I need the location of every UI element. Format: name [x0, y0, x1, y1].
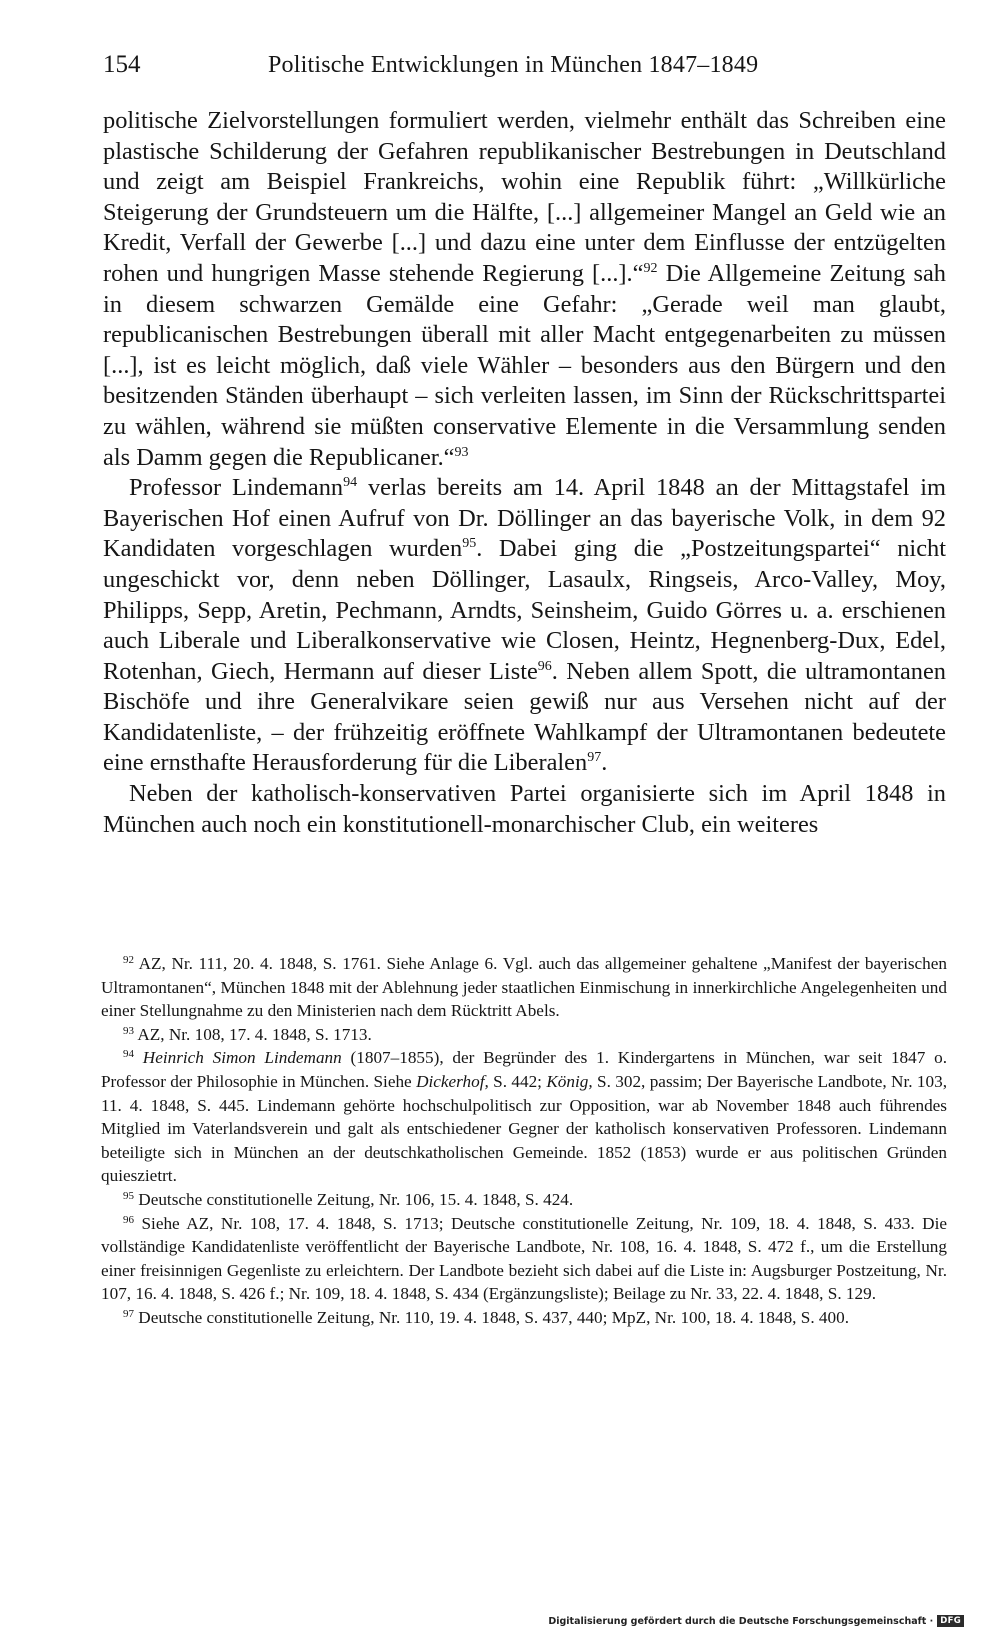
footnote-text: Deutsche constitutionelle Zeitung, Nr. 110, 19. 4. 1848, S. 437, 440; MpZ, Nr. 100, 18. 4. 1848, S. 400.: [134, 1307, 849, 1327]
paragraph-3: Neben der katholisch-konservativen Partei organisierte sich im April 1848 in München auch noch ein konstitutionell-monarchischer Club, ein weiteres: [103, 780, 946, 838]
footnote-citation-author: König,: [546, 1071, 593, 1091]
footnote-number: 94: [123, 1048, 134, 1061]
digitization-credit: [548, 1614, 964, 1628]
footnote-text: (1807–1855), der Begründer des 1. Kindergartens in München, war seit 1847 o. Professor der Philosophie in München. Siehe: [101, 1048, 947, 1091]
footnote-94: [101, 1046, 947, 1188]
paragraph-2-text-a: Professor Lindemann: [129, 474, 344, 502]
dfg-logo: DFG: [937, 1615, 964, 1627]
footnote-ref-92[interactable]: 92: [643, 260, 658, 276]
footnote-93: [101, 1023, 947, 1047]
paragraph-1-text-a: politische Zielvorstellungen formuliert werden, vielmehr enthält das Schreiben eine plastische Schilderung der Gefahren republikanischer Bestrebungen in Deutschland und zeigt am Beispiel Frankreichs, wohin eine Republik führt: „Willkürliche Steigerung der Grundsteuern um die Hälfte, [...] allgemeiner Mangel an Geld wie an Kredit, Verfall der Gewerbe [...] und dazu eine unter dem Einflusse der entzügelten rohen und hungrigen Masse stehende Regierung [...].“: [103, 107, 946, 287]
footnote-citation-author: Dickerhof,: [416, 1071, 489, 1091]
credit-text: Digitalisierung gefördert durch die Deutsche Forschungsgemeinschaft ·: [548, 1615, 934, 1627]
footnote-text: S. 442;: [488, 1071, 547, 1091]
footnote-number: 93: [123, 1024, 134, 1037]
paragraph-2-text-c: . Dabei ging die „Postzeitungspartei“ nicht ungeschickt vor, denn neben Döllinger, Lasaulx, Ringseis, Arco-Valley, Moy, Philipps, Sepp, Aretin, Pechmann, Arndts, Seinsheim, Guido Görres u. a. erschienen auch Liberale und Liberalkonservative wie Closen, Heintz, Hegnenberg-Dux, Edel, Rotenhan, Giech, Hermann auf dieser Liste: [103, 535, 946, 685]
paragraph-2-text-d: . Neben allem Spott, die ultramontanen Bischöfe und ihre Generalvikare seien gewiß nur aus Versehen nicht auf der Kandidatenliste, – der frühzeitig eröffnete Wahlkampf der Ultramontanen bedeutete eine ernsthafte Herausforderung für die Liberalen: [103, 657, 946, 777]
paragraph-2: [103, 473, 946, 779]
footnote-text: AZ, Nr. 111, 20. 4. 1848, S. 1761. Siehe Anlage 6. Vgl. auch das allgemeiner gehaltene „Manifest der bayerischen Ultramontanen“, München 1848 mit der Ablehnung jeder staatlichen Einmischung in innerkirchliche Angelegenheiten und einer Stellungnahme zu den Ministerien nach dem Rücktritt Abels.: [101, 954, 947, 1021]
footnote-96: [101, 1212, 947, 1306]
paragraph-2-text-e: .: [601, 749, 608, 777]
footnote-number: 96: [123, 1213, 134, 1226]
footnote-number: 97: [123, 1307, 134, 1320]
main-text: [103, 106, 946, 840]
footnote-95: [101, 1188, 947, 1212]
footnote-97: [101, 1306, 947, 1330]
running-title: Politische Entwicklungen in München 1847–1849: [268, 52, 759, 78]
paragraph-2-text-b: verlas bereits am 14. April 1848 an der Mittagstafel im Bayerischen Hof einen Aufruf von Dr. Döllinger an das bayerische Volk, in dem 92 Kandidaten vorgeschlagen wurden: [103, 474, 947, 563]
footnote-text: Siehe AZ, Nr. 108, 17. 4. 1848, S. 1713; Deutsche constitutionelle Zeitung, Nr. 109, 18. 4. 1848, S. 433. Die vollständige Kandidatenliste veröffentlicht der Bayerische Landbote, Nr. 108, 16. 4. 1848, S. 472 f., um die Erstellung einer freisinnigen Gegenliste zu erleichtern. Der Landbote bezieht sich dabei auf die Liste in: Augsburger Postzeitung, Nr. 107, 16. 4. 1848, S. 426 f.; Nr. 109, 18. 4. 1848, S. 434 (Ergänzungsliste); Beilage zu Nr. 33, 22. 4. 1848, S. 129.: [101, 1213, 947, 1304]
footnote-ref-93[interactable]: 93: [454, 444, 469, 460]
footnote-ref-96[interactable]: 96: [537, 658, 552, 674]
paragraph-1: [103, 106, 946, 473]
footnote-number: 92: [123, 954, 134, 966]
footnote-ref-94[interactable]: 94: [343, 475, 358, 491]
footnote-ref-97[interactable]: 97: [587, 750, 602, 766]
page-number: 154: [103, 51, 141, 78]
footnote-text: S. 302, passim; Der Bayerische Landbote, Nr. 103, 11. 4. 1848, S. 445. Lindemann gehörte hochschulpolitisch zur Opposition, war ab November 1848 auch führendes Mitglied im Vaterlandsverein und galt als entschiedener Gegner der katholisch konservativen Professoren. Lindemann beteiligte sich in München an der deutschkatholischen Gemeinde. 1852 (1853) wurde er aus politischen Gründen quieszietrt.: [101, 1071, 947, 1186]
footnotes: [101, 952, 947, 1330]
footnote-text: Deutsche constitutionelle Zeitung, Nr. 106, 15. 4. 1848, S. 424.: [134, 1189, 574, 1209]
paragraph-1-text-b: Die Allgemeine Zeitung sah in diesem schwarzen Gemälde eine Gefahr: „Gerade weil man glaubt, republicanischen Bestrebungen überall mit aller Macht entgegenarbeiten zu müssen [...], ist es leicht möglich, daß viele Wähler – besonders aus den Bürgern und den besitzenden Ständen überhaupt – sich verleiten lassen, im Sinn der Rückschrittspartei zu wählen, während sie müßten conservative Elemente in die Versammlung senden als Damm gegen die Republicaner.“: [103, 259, 946, 471]
footnote-ref-95[interactable]: 95: [462, 536, 477, 552]
footnote-92: [101, 952, 947, 1023]
page-header: [103, 48, 953, 82]
footnote-text: AZ, Nr. 108, 17. 4. 1848, S. 1713.: [134, 1024, 372, 1044]
footnote-person-name: Heinrich Simon Lindemann: [142, 1048, 342, 1068]
footnote-number: 95: [123, 1189, 134, 1202]
